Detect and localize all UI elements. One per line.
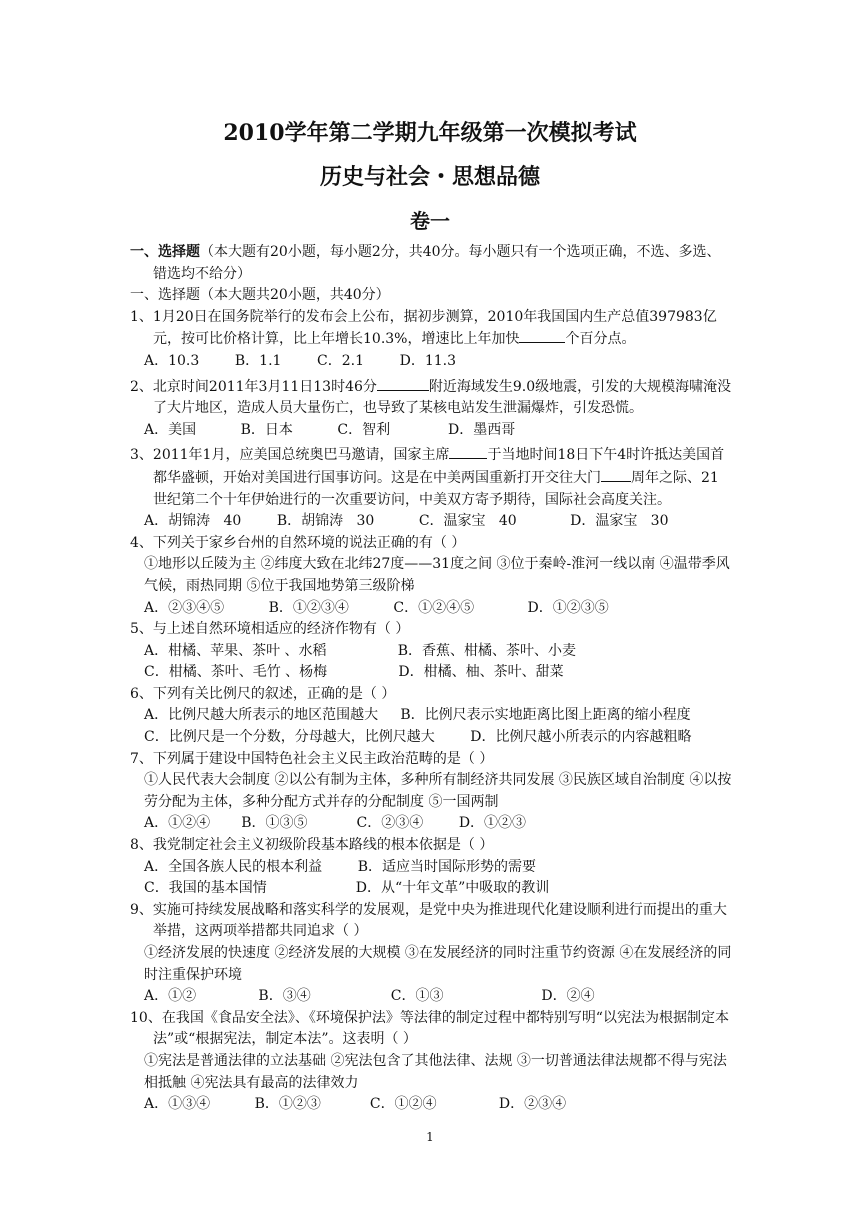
section-heading-repeat: 一、选择题（本大题共20小题，共40分）	[130, 287, 390, 304]
answer-blank	[377, 376, 429, 391]
question-6	[130, 684, 732, 749]
question-6-stem: 6、下列有关比例尺的叙述，正确的是（ ）	[130, 685, 396, 702]
section-heading	[130, 242, 732, 285]
question-3-stem-c: 周年之际、21世纪第二个十年伊始进行的一次重要访问，中美双方寄予期待，国际社会高度关注。	[153, 469, 719, 508]
question-1-stem	[130, 307, 732, 351]
question-7-stem: 7、下列属于建设中国特色社会主义民主政治范畴的是（ ）	[130, 750, 494, 767]
question-9	[130, 900, 732, 1008]
question-8-options-2: C．我国的基本国情 D．从“十年文革”中吸取的教训	[144, 880, 550, 897]
question-10-options: A．①③④ B．①②③ C．①②④ D．②③④	[144, 1096, 567, 1113]
exam-title: 2010学年第二学期九年级第一次模拟考试	[223, 120, 637, 146]
section-heading-bold: 一、选择题	[130, 244, 200, 260]
question-5	[130, 619, 732, 684]
question-4-items: ①地形以丘陵为主 ②纬度大致在北纬27度——31度之间 ③位于秦岭-淮河一线以南 ④温带季风气候，雨热同期 ⑤位于我国地势第三级阶梯	[144, 556, 730, 594]
question-1-stem-b: 个百分点。	[565, 331, 636, 348]
question-4-options: A．②③④⑤ B．①②③④ C．①②④⑤ D．①②③⑤	[144, 599, 609, 616]
question-8-stem: 8、我党制定社会主义初级阶段基本路线的根本依据是（ ）	[130, 837, 494, 854]
page-number: 1	[426, 1130, 434, 1144]
answer-blank	[601, 467, 631, 482]
section-heading-note: （本大题有20小题，每小题2分，共40分。每小题只有一个选项正确，不选、多选、错选均不给分）	[153, 244, 721, 282]
question-3	[130, 444, 732, 532]
question-10	[130, 1008, 732, 1116]
question-7-options: A．①②④ B．①③⑤ C．②③④ D．①②③	[144, 815, 527, 832]
question-8-options-1: A．全国各族人民的根本利益 B．适应当时国际形势的需要	[144, 858, 536, 875]
question-5-options-1: A．柑橘、苹果、茶叶 、水稻 B．香蕉、柑橘、茶叶、小麦	[144, 642, 577, 659]
question-2-stem-a: 2、北京时间2011年3月11日13时46分	[130, 378, 377, 395]
question-8	[130, 835, 732, 900]
question-3-options: A．胡锦涛 40 B．胡锦涛 30 C．温家宝 40 D．温家宝 30	[144, 513, 669, 530]
exam-content	[130, 242, 732, 1116]
question-2-stem-b: 附近海域发生9.0级地震，引发的大规模海啸淹没了大片地区，造成人员大量伤亡，也导致了某核电站发生泄漏爆炸，引发恐慌。	[153, 378, 732, 417]
question-5-options-2: C．柑橘、茶叶、毛竹 、杨梅 D．柑橘、柚、茶叶、甜菜	[144, 664, 564, 681]
question-3-stem	[130, 444, 732, 511]
question-5-stem: 5、与上述自然环境相适应的经济作物有（ ）	[130, 621, 410, 638]
question-6-options-1: A．比例尺越大所表示的地区范围越大 B．比例尺表示实地距离比图上距离的缩小程度	[144, 707, 691, 724]
exam-volume: 卷一	[410, 209, 450, 233]
question-2-options: A．美国 B．日本 C．智利 D．墨西哥	[144, 421, 516, 438]
question-2-stem	[130, 376, 732, 420]
answer-blank	[519, 328, 565, 343]
question-9-options: A．①② B．③④ C．①③ D．②④	[144, 988, 595, 1005]
question-1-options: A．10.3 B．1.1 C．2.1 D．11.3	[144, 352, 457, 369]
question-9-items: ①经济发展的快速度 ②经济发展的大规模 ③在发展经济的同时注重节约资源 ④在发展经济的同时注重保护环境	[144, 945, 732, 983]
answer-blank	[449, 444, 487, 459]
question-4-stem: 4、下列关于家乡台州的自然环境的说法正确的有（ ）	[130, 534, 466, 551]
question-7	[130, 749, 732, 835]
question-2	[130, 376, 732, 442]
exam-subject: 历史与社会・思想品德	[319, 164, 540, 190]
question-3-stem-b: 于当地时间18日下午4时许抵达美国首都华盛顿，开始对美国进行国事访问。这是在中美两国重新打开交往大门	[153, 447, 725, 486]
question-10-stem: 10、在我国《食品安全法》、《环境保护法》等法律的制定过程中都特别写明“以宪法为根据制定本法”或“根据宪法，制定本法”。这表明（ ）	[130, 1009, 729, 1048]
question-1-stem-a: 1、1月20日在国务院举行的发布会上公布，据初步测算，2010年我国国内生产总值397983亿元，按可比价格计算，比上年增长10.3%，增速比上年加快	[130, 308, 717, 348]
question-7-items: ①人民代表大会制度 ②以公有制为主体，多种所有制经济共同发展 ③民族区域自治制度 ④以按劳分配为主体，多种分配方式并存的分配制度 ⑤一国两制	[144, 772, 732, 810]
question-4	[130, 533, 732, 619]
question-6-options-2: C．比例尺是一个分数，分母越大，比例尺越大 D．比例尺越小所表示的内容越粗略	[144, 729, 692, 746]
question-3-stem-a: 3、2011年1月，应美国总统奥巴马邀请，国家主席	[130, 447, 450, 464]
question-10-items: ①宪法是普通法律的立法基础 ②宪法包含了其他法律、法规 ③一切普通法律法规都不得与宪法相抵触 ④宪法具有最高的法律效力	[144, 1052, 727, 1091]
question-9-stem: 9、实施可持续发展战略和落实科学的发展观，是党中央为推进现代化建设顺利进行而提出的重大举措，这两项举措都共同追求（ ）	[130, 901, 727, 940]
question-1	[130, 307, 732, 373]
